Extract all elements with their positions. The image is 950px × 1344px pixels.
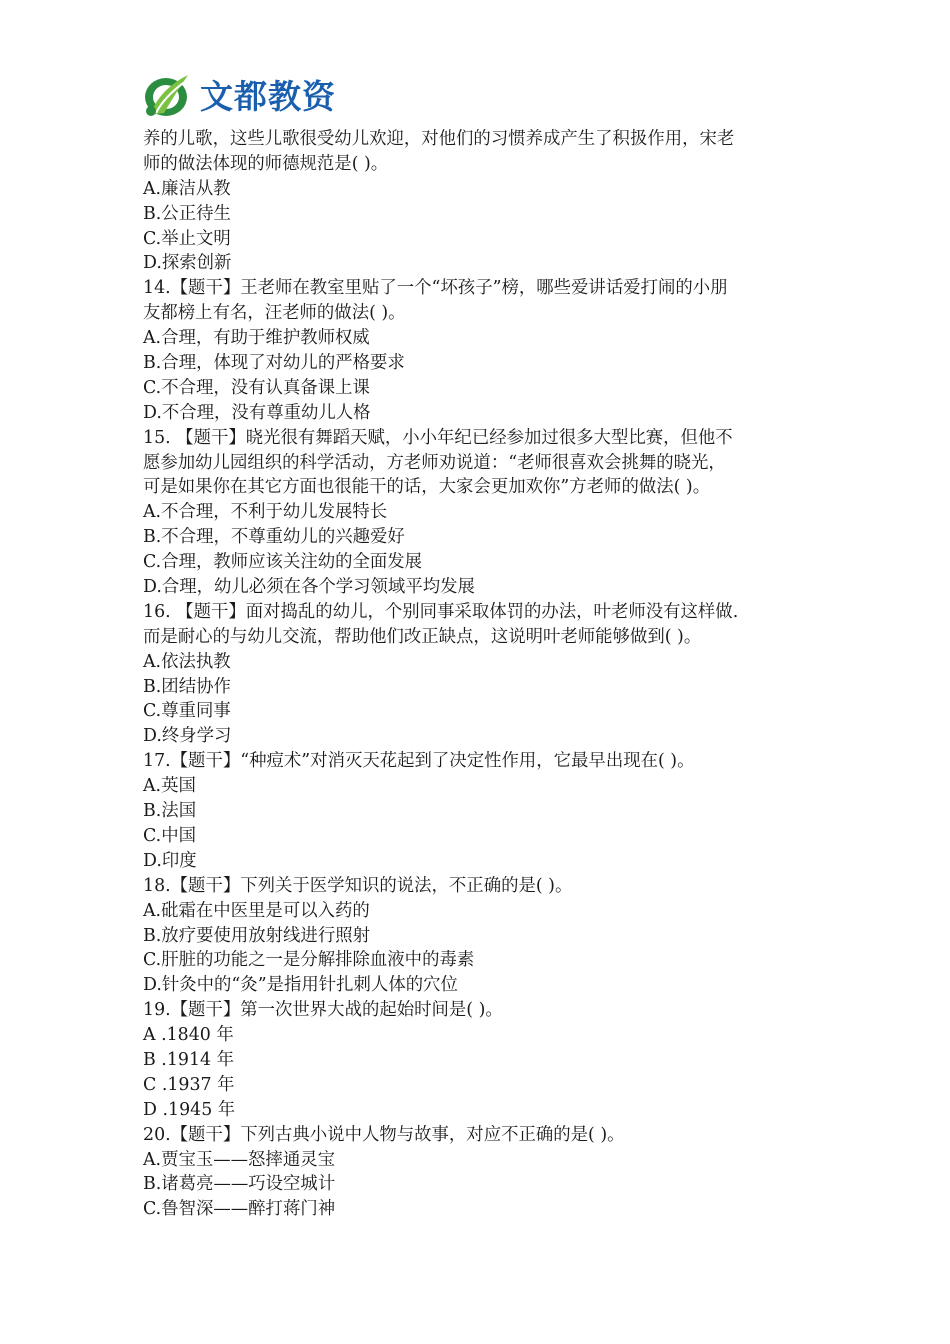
text-line: A.合理，有助于维护教师权威 (143, 328, 370, 349)
text-line: C.不合理，没有认真备课上课 (143, 377, 370, 398)
text-line: D.终身学习 (143, 726, 232, 747)
text-line: C.合理，教师应该关注幼的全面发展 (143, 552, 423, 573)
text-line: D.不合理，没有尊重幼儿人格 (143, 402, 371, 423)
text-line: 17.【题干】“种痘术”对消灭天花起到了决定性作用，它最早出现在( )。 (143, 751, 695, 772)
brand-logo (142, 68, 336, 120)
text-line: 可是如果你在其它方面也很能干的话，大家会更加欢你”方老师的做法( )。 (143, 477, 711, 498)
text-line: A.不合理，不利于幼儿发展特长 (143, 502, 388, 523)
text-line: 而是耐心的与幼儿交流，帮助他们改正缺点，这说明叶老师能够做到( )。 (143, 626, 702, 647)
text-line: B.合理，体现了对幼儿的严格要求 (143, 353, 405, 374)
text-line: 愿参加幼儿园组织的科学活动，方老师劝说道：“老师很喜欢会挑舞的晓光， (143, 452, 726, 473)
text-line: B.团结协作 (143, 676, 231, 697)
text-line: D.印度 (143, 850, 197, 871)
text-line: A .1840 年 (143, 1025, 234, 1046)
text-line: C.鲁智深——醉打蒋门神 (143, 1199, 336, 1220)
text-line: A.砒霜在中医里是可以入药的 (143, 900, 370, 921)
text-line: D.针灸中的“灸”是指用针扎刺人体的穴位 (143, 975, 458, 996)
text-line: 20.【题干】下列古典小说中人物与故事，对应不正确的是( )。 (143, 1124, 625, 1145)
text-line: B.法国 (143, 801, 197, 822)
leaf-logo-icon (142, 69, 194, 119)
text-line: 14.【题干】王老师在教室里贴了一个“坏孩子”榜，哪些爱讲话爱打闹的小朋 (143, 278, 728, 299)
text-line: C.中国 (143, 825, 196, 846)
text-line: 18.【题干】下列关于医学知识的说法，不正确的是( )。 (143, 875, 573, 896)
text-line: A.贾宝玉——怒摔通灵宝 (143, 1149, 335, 1170)
text-line: 15. 【题干】晓光很有舞蹈天赋，小小年纪已经参加过很多大型比赛，但他不 (143, 427, 733, 448)
text-line: A.廉洁从教 (143, 178, 231, 199)
text-line: D.探索创新 (143, 253, 232, 274)
text-line: 16. 【题干】面对捣乱的幼儿，个别同事采取体罚的办法，叶老师没有这样做. (143, 601, 739, 622)
text-line: C .1937 年 (143, 1074, 235, 1095)
text-line: D.合理，幼儿必须在各个学习领域平均发展 (143, 577, 475, 598)
brand-name: 文都教资 (200, 76, 336, 116)
text-line: B .1914 年 (143, 1049, 235, 1070)
text-line: B.不合理，不尊重幼儿的兴趣爱好 (143, 527, 405, 548)
text-line: 养的儿歌，这些儿歌很受幼儿欢迎，对他们的习惯养成产生了积扱作用，宋老 (143, 129, 735, 149)
text-line: C.尊重同事 (143, 701, 231, 722)
text-line: A.依法执教 (143, 651, 231, 672)
text-line: 友都榜上有名，汪老师的做法( )。 (143, 303, 406, 324)
text-line: B.公正待生 (143, 203, 231, 224)
text-line: 师的做法体现的师德规范是( )。 (143, 153, 389, 174)
text-line: B.诸葛亮——巧设空城计 (143, 1174, 336, 1195)
exam-questions (143, 127, 815, 1222)
text-line: D .1945 年 (143, 1099, 236, 1120)
text-line: 19.【题干】第一次世界大战的起始时间是( )。 (143, 1000, 503, 1021)
text-line: C.举止文明 (143, 228, 231, 249)
text-line: A.英国 (143, 776, 196, 797)
text-line: B.放疗要使用放射线进行照射 (143, 925, 370, 946)
text-line: C.肝脏的功能之一是分解排除血液中的毒素 (143, 950, 475, 971)
